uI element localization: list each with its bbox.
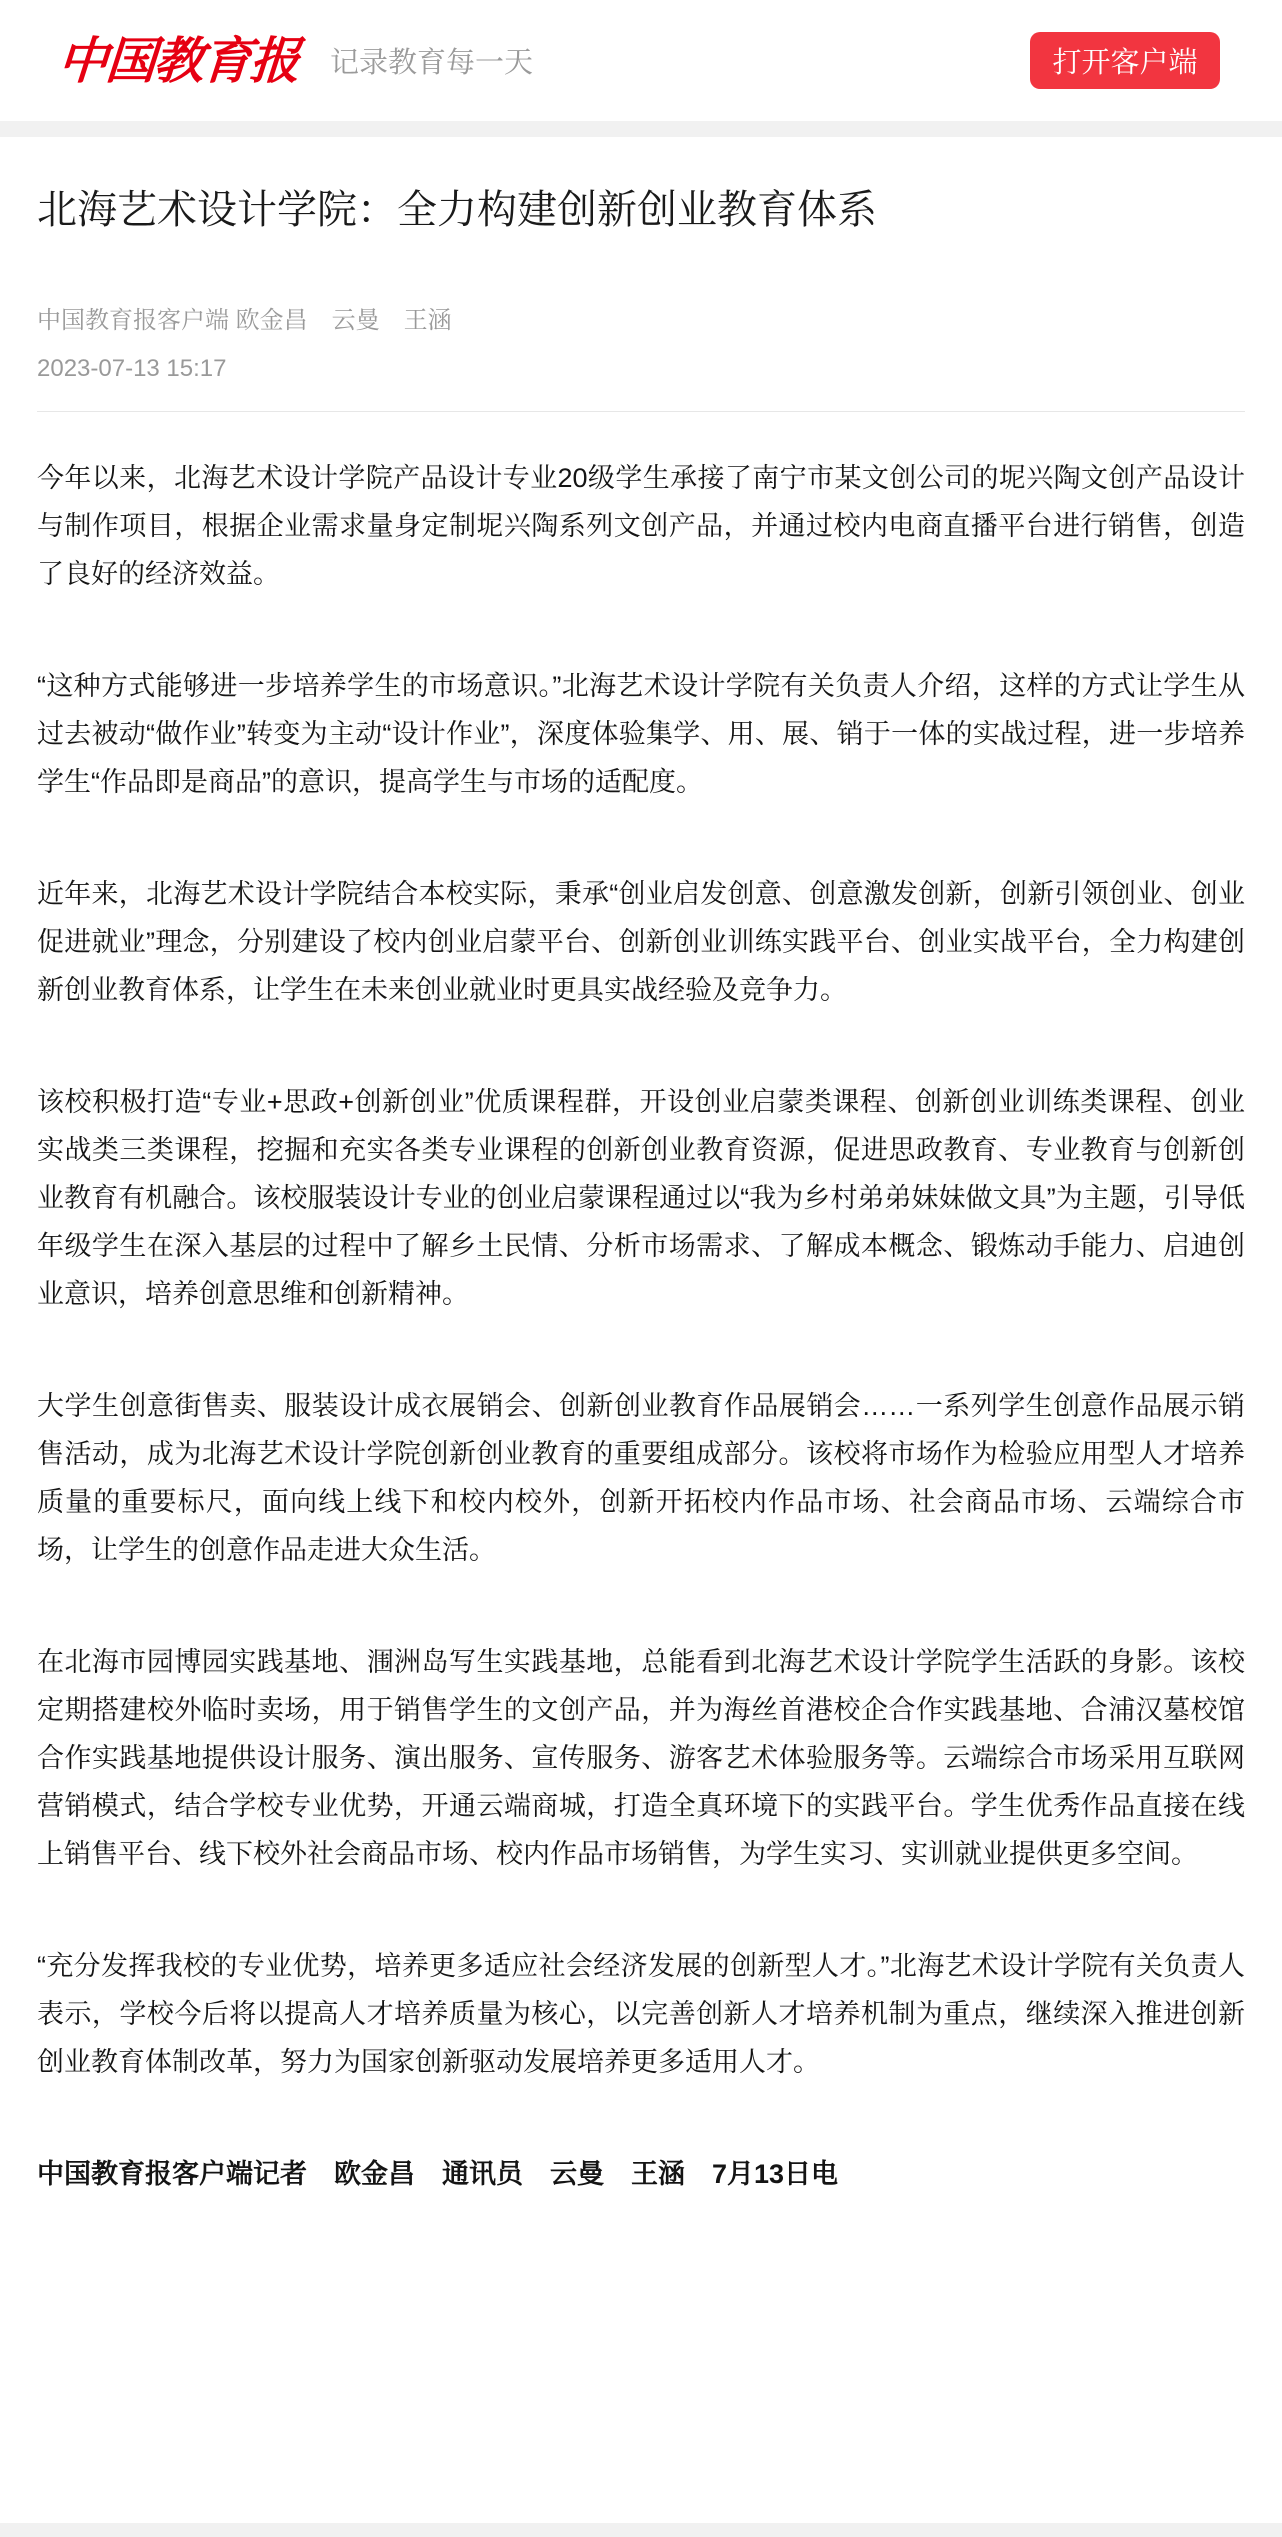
reporter-credit-line: 中国教育报客户端记者 欧金昌 通讯员 云曼 王涵 7月13日电 [37, 2158, 839, 2189]
article [0, 137, 1282, 2262]
article-paragraph: 近年来，北海艺术设计学院结合本校实际，秉承“创业启发创意、创意激发创新，创新引领创业、创业促进就业”理念，分别建设了校内创业启蒙平台、创新创业训练实践平台、创业实战平台，全力构建创新创业教育体系，让学生在未来创业就业时更具实战经验及竞争力。 [37, 878, 1245, 1005]
byline-divider [37, 411, 1245, 412]
brand-logo[interactable]: 中国教育报 [55, 30, 301, 90]
article-title: 北海艺术设计学院：全力构建创新创业教育体系 [37, 188, 877, 232]
header-divider-strip [0, 121, 1282, 137]
open-app-button[interactable]: 打开客户端 [1030, 32, 1220, 89]
article-paragraph: 今年以来，北海艺术设计学院产品设计专业20级学生承接了南宁市某文创公司的坭兴陶文创产品设计与制作项目，根据企业需求量身定制坭兴陶系列文创产品，并通过校内电商直播平台进行销售，创造了良好的经济效益。 [37, 462, 1245, 589]
header [0, 0, 1282, 121]
bottom-strip [0, 2523, 1282, 2537]
article-paragraph: 大学生创意街售卖、服装设计成衣展销会、创新创业教育作品展销会……一系列学生创意作品展示销售活动，成为北海艺术设计学院创新创业教育的重要组成部分。该校将市场作为检验应用型人才培养质量的重要标尺，面向线上线下和校内校外，创新开拓校内作品市场、社会商品市场、云端综合市场，让学生的创意作品走进大众生活。 [37, 1390, 1245, 1565]
brand-tagline: 记录教育每一天 [330, 47, 534, 79]
article-byline: 中国教育报客户端 欧金昌 云曼 王涵 [37, 307, 452, 334]
article-body [37, 454, 1245, 2198]
article-paragraph: “这种方式能够进一步培养学生的市场意识。”北海艺术设计学院有关负责人介绍，这样的方式让学生从过去被动“做作业”转变为主动“设计作业”，深度体验集学、用、展、销于一体的实战过程，进一步培养学生“作品即是商品”的意识，提高学生与市场的适配度。 [37, 670, 1245, 797]
publish-time: 2023-07-13 15:17 [37, 354, 227, 382]
bottom-spacer [0, 2262, 1282, 2523]
article-paragraph: 在北海市园博园实践基地、涠洲岛写生实践基地，总能看到北海艺术设计学院学生活跃的身影。该校定期搭建校外临时卖场，用于销售学生的文创产品，并为海丝首港校企合作实践基地、合浦汉墓校馆合作实践基地提供设计服务、演出服务、宣传服务、游客艺术体验服务等。云端综合市场采用互联网营销模式，结合学校专业优势，开通云端商城，打造全真环境下的实践平台。学生优秀作品直接在线上销售平台、线下校外社会商品市场、校内作品市场销售，为学生实习、实训就业提供更多空间。 [37, 1646, 1245, 1869]
article-paragraph: “充分发挥我校的专业优势，培养更多适应社会经济发展的创新型人才。”北海艺术设计学院有关负责人表示，学校今后将以提高人才培养质量为核心，以完善创新人才培养机制为重点，继续深入推进创新创业教育体制改革，努力为国家创新驱动发展培养更多适用人才。 [37, 1950, 1245, 2077]
article-paragraph: 该校积极打造“专业+思政+创新创业”优质课程群，开设创业启蒙类课程、创新创业训练类课程、创业实战类三类课程，挖掘和充实各类专业课程的创新创业教育资源，促进思政教育、专业教育与创新创业教育有机融合。该校服装设计专业的创业启蒙课程通过以“我为乡村弟弟妹妹做文具”为主题，引导低年级学生在深入基层的过程中了解乡土民情、分析市场需求、了解成本概念、锻炼动手能力、启迪创业意识，培养创意思维和创新精神。 [37, 1086, 1245, 1309]
